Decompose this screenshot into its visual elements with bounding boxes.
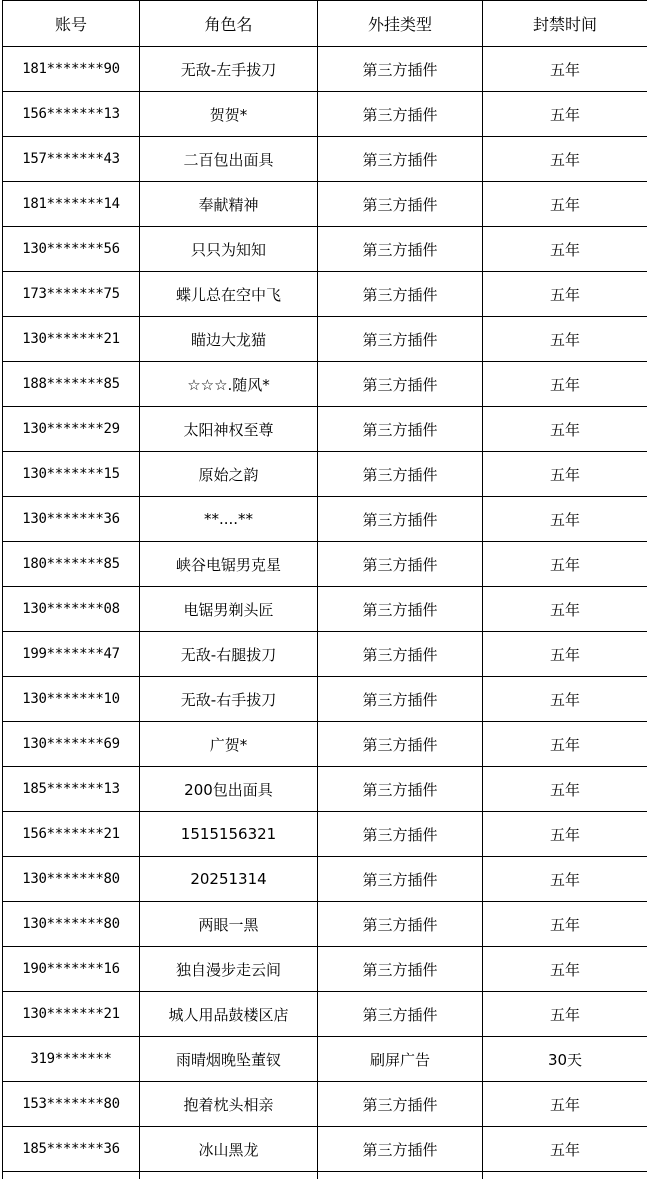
role-name-cell: 只只为知知	[140, 227, 318, 272]
header-role-name: 角色名	[140, 1, 318, 47]
role-name-cell: 200包出面具	[140, 767, 318, 812]
cheat-type-cell: 第三方插件	[318, 137, 483, 182]
cheat-type-cell: 第三方插件	[318, 947, 483, 992]
cheat-type-cell: 第三方插件	[318, 227, 483, 272]
table-row	[3, 632, 648, 677]
table-row	[3, 92, 648, 137]
table-row	[3, 317, 648, 362]
role-name-cell: 独自漫步走云间	[140, 947, 318, 992]
table-row	[3, 272, 648, 317]
account-cell: 181*******90	[3, 47, 140, 92]
table-row	[3, 902, 648, 947]
account-cell: 130*******69	[3, 722, 140, 767]
ban-duration-cell: 五年	[483, 992, 648, 1037]
cheat-type-cell: 第三方插件	[318, 497, 483, 542]
role-name-cell: 两眼一黑	[140, 902, 318, 947]
table-row	[3, 857, 648, 902]
ban-duration-cell: 五年	[483, 317, 648, 362]
header-ban-duration: 封禁时间	[483, 1, 648, 47]
ban-duration-cell: 五年	[483, 542, 648, 587]
account-cell: 185*******13	[3, 767, 140, 812]
table-row	[3, 452, 648, 497]
cheat-type-cell: 第三方插件	[318, 677, 483, 722]
role-name-cell: 冰山黑龙	[140, 1127, 318, 1172]
cheat-type-cell: 第三方插件	[318, 362, 483, 407]
table-row	[3, 47, 648, 92]
cheat-type-cell: 第三方插件	[318, 1127, 483, 1172]
ban-duration-cell: 五年	[483, 587, 648, 632]
account-cell: 180*******85	[3, 542, 140, 587]
cheat-type-cell: 第三方插件	[318, 47, 483, 92]
account-cell: 185*******36	[3, 1127, 140, 1172]
ban-duration-cell: 五年	[483, 1082, 648, 1127]
cheat-type-cell: 第三方插件	[318, 767, 483, 812]
table-row	[3, 497, 648, 542]
table-row	[3, 947, 648, 992]
cheat-type-cell: 第三方插件	[318, 857, 483, 902]
ban-duration-cell: 五年	[483, 407, 648, 452]
role-name-cell: 无敌-右手拔刀	[140, 677, 318, 722]
cheat-type-cell: 刷屏广告	[318, 1037, 483, 1082]
role-name-cell: 1515156321	[140, 812, 318, 857]
ban-duration-cell: 五年	[483, 227, 648, 272]
ban-duration-cell: 五年	[483, 182, 648, 227]
cheat-type-cell: 第三方插件	[318, 1082, 483, 1127]
role-name-cell: 抱着枕头相亲	[140, 1082, 318, 1127]
table-row	[3, 182, 648, 227]
ban-duration-cell: 五年	[483, 812, 648, 857]
ban-duration-cell: 30天	[483, 1037, 648, 1082]
table-row	[3, 1082, 648, 1127]
table-row	[3, 722, 648, 767]
table-row	[3, 812, 648, 857]
ban-duration-cell: 五年	[483, 47, 648, 92]
cheat-type-cell: 第三方插件	[318, 632, 483, 677]
ban-duration-cell: 五年	[483, 272, 648, 317]
table-row	[3, 677, 648, 722]
ban-duration-cell: 五年	[483, 677, 648, 722]
account-cell: 130*******15	[3, 452, 140, 497]
role-name-cell: 峡谷电锯男克星	[140, 542, 318, 587]
account-cell: 130*******29	[3, 407, 140, 452]
ban-duration-cell: 五年	[483, 902, 648, 947]
table-row	[3, 587, 648, 632]
account-cell: 157*******43	[3, 137, 140, 182]
account-cell: 130*******80	[3, 857, 140, 902]
ban-duration-cell: 五年	[483, 137, 648, 182]
cheat-type-cell: 第三方插件	[318, 92, 483, 137]
ban-duration-cell: 五年	[483, 857, 648, 902]
account-cell: 156*******13	[3, 92, 140, 137]
table-row	[3, 1127, 648, 1172]
role-name-cell: 20251314	[140, 857, 318, 902]
header-row	[3, 1, 648, 47]
cheat-type-cell	[318, 1172, 483, 1179]
cheat-type-cell: 第三方插件	[318, 542, 483, 587]
cheat-type-cell: 第三方插件	[318, 182, 483, 227]
ban-duration-cell: 五年	[483, 92, 648, 137]
ban-duration-cell: 五年	[483, 767, 648, 812]
ban-list-body	[3, 47, 648, 1179]
role-name-cell: 二百包出面具	[140, 137, 318, 182]
table-row	[3, 407, 648, 452]
role-name-cell: 雨晴烟晚坠董钗	[140, 1037, 318, 1082]
table-row	[3, 137, 648, 182]
ban-duration-cell: 五年	[483, 722, 648, 767]
cheat-type-cell: 第三方插件	[318, 587, 483, 632]
role-name-cell: 电锯男剃头匠	[140, 587, 318, 632]
cheat-type-cell: 第三方插件	[318, 992, 483, 1037]
account-cell: 188*******85	[3, 362, 140, 407]
table-row	[3, 362, 648, 407]
role-name-cell: 蝶儿总在空中飞	[140, 272, 318, 317]
account-cell: 130*******08	[3, 587, 140, 632]
account-cell: 199*******47	[3, 632, 140, 677]
account-cell: 156*******21	[3, 812, 140, 857]
cheat-type-cell: 第三方插件	[318, 722, 483, 767]
ban-list-table	[2, 0, 647, 1179]
ban-duration-cell	[483, 1172, 648, 1179]
role-name-cell: 无敌-左手拔刀	[140, 47, 318, 92]
account-cell: 130*******36	[3, 497, 140, 542]
table-row	[3, 767, 648, 812]
table-row	[3, 992, 648, 1037]
account-cell: 130*******80	[3, 902, 140, 947]
account-cell: 173*******75	[3, 272, 140, 317]
role-name-cell: 广贺*	[140, 722, 318, 767]
table-row	[3, 227, 648, 272]
account-cell: 130*******10	[3, 677, 140, 722]
account-cell: 181*******14	[3, 182, 140, 227]
ban-duration-cell: 五年	[483, 452, 648, 497]
account-cell: 130*******21	[3, 317, 140, 362]
cheat-type-cell: 第三方插件	[318, 272, 483, 317]
role-name-cell: 无敌-右腿拔刀	[140, 632, 318, 677]
table-row	[3, 1172, 648, 1179]
role-name-cell: **....**	[140, 497, 318, 542]
role-name-cell: 太阳神权至尊	[140, 407, 318, 452]
account-cell: 130*******56	[3, 227, 140, 272]
account-cell: 190*******16	[3, 947, 140, 992]
ban-duration-cell: 五年	[483, 947, 648, 992]
header-cheat-type: 外挂类型	[318, 1, 483, 47]
cheat-type-cell: 第三方插件	[318, 317, 483, 362]
role-name-cell: 瞄边大龙猫	[140, 317, 318, 362]
account-cell	[3, 1172, 140, 1179]
role-name-cell: 奉献精神	[140, 182, 318, 227]
role-name-cell: ☆☆☆.随风*	[140, 362, 318, 407]
table-row	[3, 542, 648, 587]
ban-duration-cell: 五年	[483, 1127, 648, 1172]
cheat-type-cell: 第三方插件	[318, 407, 483, 452]
account-cell: 153*******80	[3, 1082, 140, 1127]
role-name-cell	[140, 1172, 318, 1179]
cheat-type-cell: 第三方插件	[318, 902, 483, 947]
ban-list-sheet	[2, 0, 647, 1179]
cheat-type-cell: 第三方插件	[318, 812, 483, 857]
cheat-type-cell: 第三方插件	[318, 452, 483, 497]
ban-duration-cell: 五年	[483, 362, 648, 407]
header-account: 账号	[3, 1, 140, 47]
role-name-cell: 城人用品鼓楼区店	[140, 992, 318, 1037]
ban-duration-cell: 五年	[483, 632, 648, 677]
account-cell: 319*******	[3, 1037, 140, 1082]
ban-duration-cell: 五年	[483, 497, 648, 542]
role-name-cell: 贺贺*	[140, 92, 318, 137]
role-name-cell: 原始之韵	[140, 452, 318, 497]
table-row	[3, 1037, 648, 1082]
account-cell: 130*******21	[3, 992, 140, 1037]
